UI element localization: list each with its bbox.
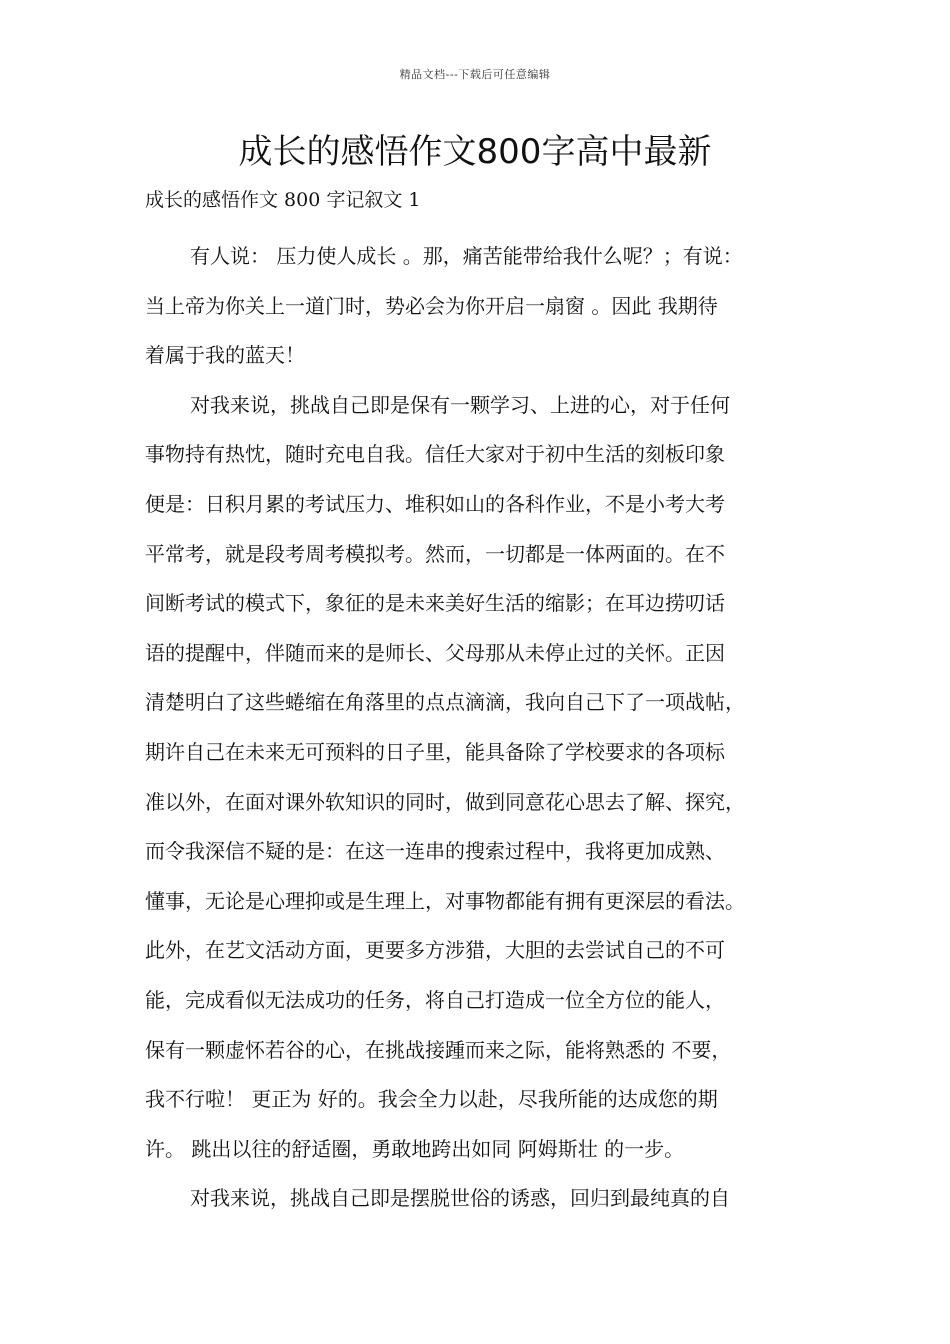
paragraph-1-line-1: 有人说： 压力使人成长 。那，痛苦能带给我什么呢？；有说： <box>190 244 743 268</box>
paragraph-2-line-1: 对我来说，挑战自己即是保有一颗学习、上进的心，对于任何 <box>190 392 730 417</box>
paragraph-2-line-4: 平常考，就是段考周考模拟考。然而，一切都是一体两面的。在不 <box>145 541 725 566</box>
paragraph-2-line-15: 我不行啦！ 更正为 好的。我会全力以赴，尽我所能的达成您的期 <box>145 1087 718 1112</box>
paragraph-2-line-2: 事物持有热忱，随时充电自我。信任大家对于初中生活的刻板印象 <box>145 442 725 467</box>
document-subtitle: 成长的感悟作文 800 字记叙文 1 <box>145 189 421 211</box>
paragraph-2-line-10: 而令我深信不疑的是：在这一连串的搜索过程中，我将更加成熟、 <box>145 839 725 864</box>
paragraph-2-line-8: 期许自己在未来无可预料的日子里，能具备除了学校要求的各项标 <box>145 739 725 764</box>
paragraph-3-line-1: 对我来说，挑战自己即是摆脱世俗的诱惑，回归到最纯真的自 <box>190 1186 730 1211</box>
paragraph-2-line-11: 懂事，无论是心理抑或是生理上，对事物都能有拥有更深层的看法。 <box>145 888 745 913</box>
paragraph-2-line-13: 能，完成看似无法成功的任务，将自己打造成一位全方位的能人， <box>145 987 725 1012</box>
paragraph-2-line-9: 准以外，在面对课外软知识的同时，做到同意花心思去了解、探究， <box>145 789 745 814</box>
paragraph-2-line-7: 清楚明白了这些蜷缩在角落里的点点滴滴，我向自己下了一项战帖， <box>145 690 745 715</box>
paragraph-2-line-3: 便是：日积月累的考试压力、堆积如山的各科作业，不是小考大考 <box>145 491 725 516</box>
paragraph-1-line-3: 着属于我的蓝天！ <box>145 343 305 368</box>
paragraph-2-line-14: 保有一颗虚怀若谷的心，在挑战接踵而来之际，能将熟悉的 不要， <box>145 1037 732 1062</box>
paragraph-2-line-16: 许。 跳出以往的舒适圈，勇敢地跨出如同 阿姆斯壮 的一步。 <box>145 1136 685 1161</box>
essay-body <box>145 232 825 1224</box>
paragraph-2-line-12: 此外，在艺文活动方面，更要多方涉猎，大胆的去尝试自己的不可 <box>145 938 725 963</box>
document-title: 成长的感悟作文800字高中最新 <box>238 132 712 172</box>
paragraph-2-line-5: 间断考试的模式下，象征的是未来美好生活的缩影；在耳边捞叨话 <box>145 591 725 616</box>
paragraph-1-line-2: 当上帝为你关上一道门时，势必会为你开启一扇窗 。因此 我期待 <box>145 293 718 318</box>
paragraph-2-line-6: 语的提醒中，伴随而来的是师长、父母那从未停止过的关怀。正因 <box>145 640 725 665</box>
header-note: 精品文档---下载后可任意编辑 <box>399 68 551 81</box>
